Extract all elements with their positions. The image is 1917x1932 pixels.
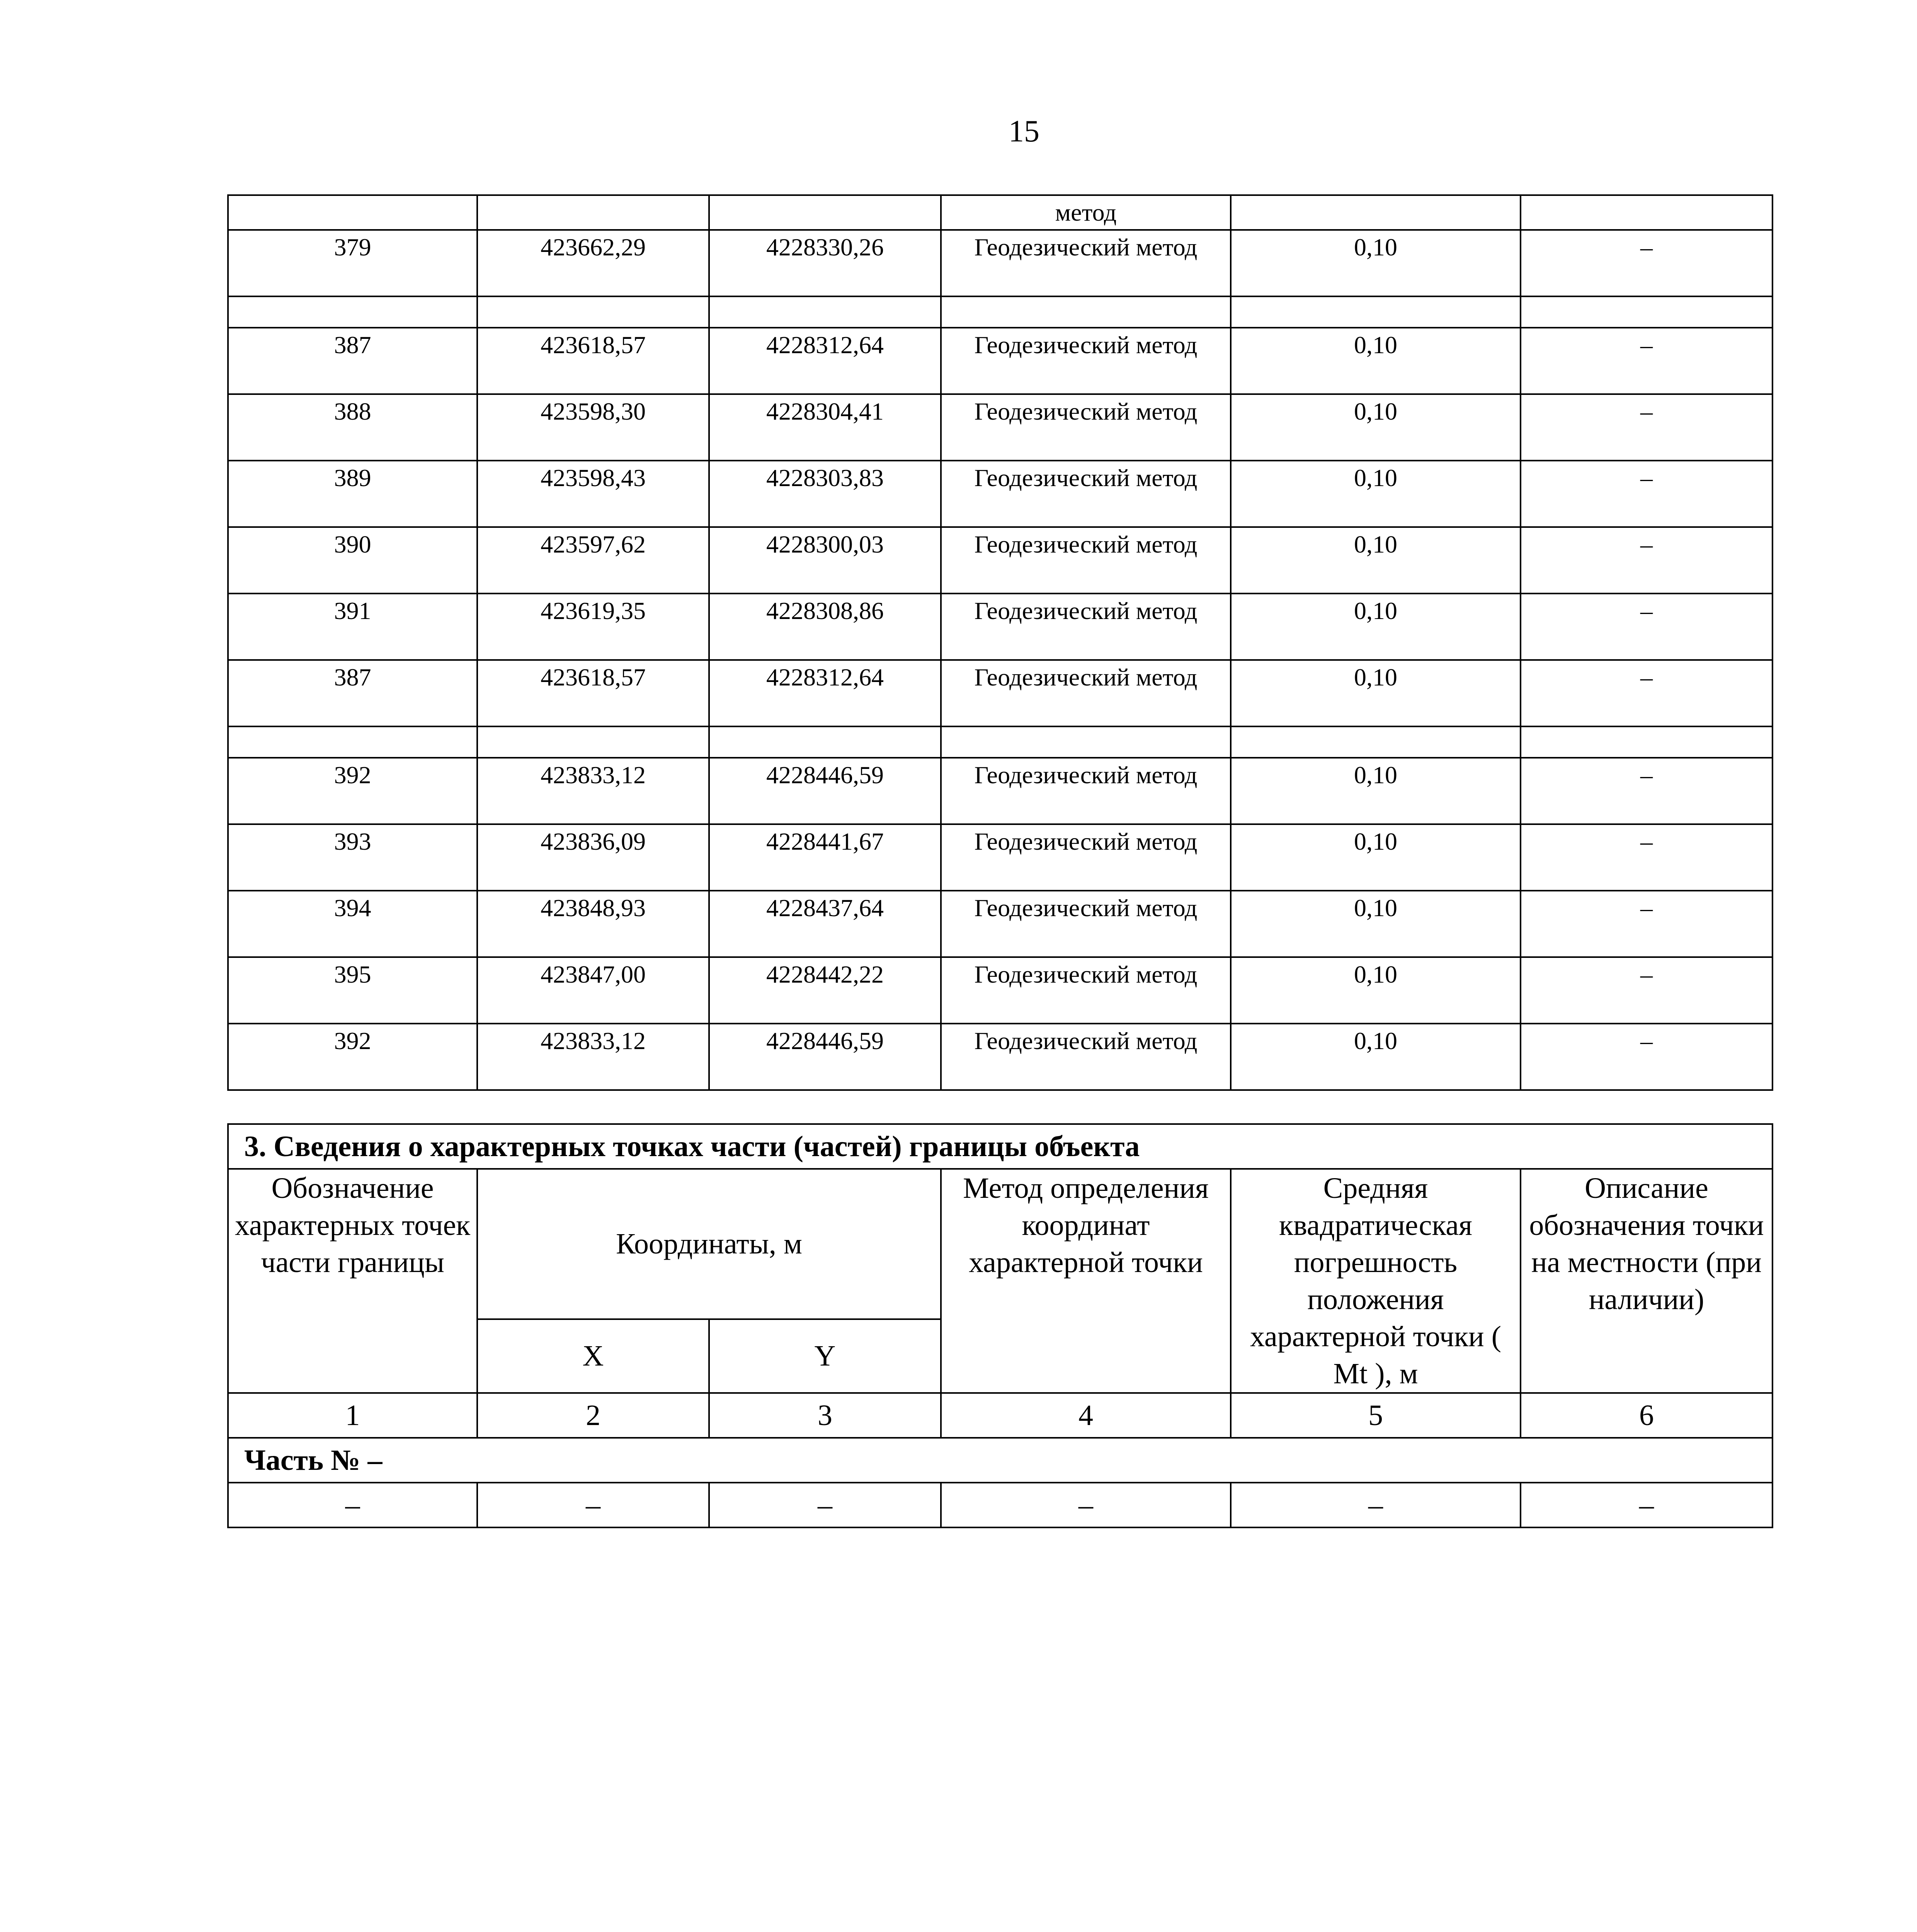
cell-error: 0,10 [1231, 527, 1521, 594]
separator-row [228, 726, 1772, 758]
table-cell: – [941, 1483, 1231, 1527]
cell-error: 0,10 [1231, 824, 1521, 891]
column-number: 1 [228, 1393, 477, 1438]
cell-x: 423618,57 [477, 660, 709, 726]
cell-description: – [1521, 1024, 1772, 1090]
cell-method: Геодезический метод [941, 1024, 1231, 1090]
empty-cell [228, 296, 477, 328]
table-row [228, 758, 1772, 824]
header-x: X [477, 1319, 709, 1393]
empty-cell [709, 726, 941, 758]
cell-point: 394 [228, 891, 477, 957]
cell-x: 423847,00 [477, 957, 709, 1024]
cell-description: – [1521, 758, 1772, 824]
cell-method: Геодезический метод [941, 594, 1231, 660]
cell-point: 388 [228, 394, 477, 461]
empty-cell [1521, 726, 1772, 758]
cell-error: 0,10 [1231, 660, 1521, 726]
cell-point: 392 [228, 758, 477, 824]
table-row [228, 1483, 1772, 1527]
cell-description: – [1521, 527, 1772, 594]
cell-method: Геодезический метод [941, 891, 1231, 957]
cell-point: 391 [228, 594, 477, 660]
part-boundary-points-table [227, 1123, 1773, 1528]
cell-y: 4228446,59 [709, 758, 941, 824]
table-cell: – [228, 1483, 477, 1527]
header-row [228, 1169, 1772, 1319]
column-numbers-row [228, 1393, 1772, 1438]
table-cell: – [1521, 1483, 1772, 1527]
cell-x: 423836,09 [477, 824, 709, 891]
table-row [228, 824, 1772, 891]
cell-description: – [1521, 461, 1772, 527]
cell-description: – [1521, 394, 1772, 461]
cell-y: 4228304,41 [709, 394, 941, 461]
column-number: 5 [1231, 1393, 1521, 1438]
cell-x: 423833,12 [477, 1024, 709, 1090]
cell-description: – [1521, 594, 1772, 660]
cell-error: 0,10 [1231, 461, 1521, 527]
cell-point: 387 [228, 328, 477, 394]
cell-error [1231, 195, 1521, 230]
cell-method: метод [941, 195, 1231, 230]
cell-description [1521, 195, 1772, 230]
cell-x: 423597,62 [477, 527, 709, 594]
cell-x: 423598,43 [477, 461, 709, 527]
cell-method: Геодезический метод [941, 394, 1231, 461]
empty-cell [228, 726, 477, 758]
separator-row [228, 296, 1772, 328]
cell-point: 390 [228, 527, 477, 594]
header-description: Описание обозначения точки на местности (при наличии) [1521, 1169, 1772, 1393]
table-row [228, 594, 1772, 660]
table-cell: – [1231, 1483, 1521, 1527]
cell-y: 4228330,26 [709, 230, 941, 296]
cell-method: Геодезический метод [941, 758, 1231, 824]
header-error: Средняя квадратическая погрешность положения характерной точки ( Mt ), м [1231, 1169, 1521, 1393]
table-row [228, 1024, 1772, 1090]
points-table-continuation [227, 194, 1773, 1091]
table-cell: – [477, 1483, 709, 1527]
header-coordinates: Координаты, м [477, 1169, 941, 1319]
cell-description: – [1521, 891, 1772, 957]
cell-error: 0,10 [1231, 230, 1521, 296]
cell-y: 4228303,83 [709, 461, 941, 527]
empty-cell [1521, 296, 1772, 328]
cell-method: Геодезический метод [941, 328, 1231, 394]
cell-x: 423833,12 [477, 758, 709, 824]
cell-point: 392 [228, 1024, 477, 1090]
empty-cell [1231, 726, 1521, 758]
cell-method: Геодезический метод [941, 660, 1231, 726]
empty-cell [941, 726, 1231, 758]
header-point: Обозначение характерных точек части границы [228, 1169, 477, 1393]
cell-error: 0,10 [1231, 328, 1521, 394]
empty-cell [1231, 296, 1521, 328]
cell-method: Геодезический метод [941, 461, 1231, 527]
cell-point: 395 [228, 957, 477, 1024]
table-row [228, 461, 1772, 527]
cell-error: 0,10 [1231, 1024, 1521, 1090]
cell-error: 0,10 [1231, 394, 1521, 461]
cell-y: 4228437,64 [709, 891, 941, 957]
header-method: Метод определения координат характерной точки [941, 1169, 1231, 1393]
cell-method: Геодезический метод [941, 230, 1231, 296]
cell-y: 4228446,59 [709, 1024, 941, 1090]
empty-cell [709, 296, 941, 328]
column-number: 3 [709, 1393, 941, 1438]
cell-x: 423619,35 [477, 594, 709, 660]
cell-description: – [1521, 230, 1772, 296]
cell-y: 4228312,64 [709, 660, 941, 726]
cell-y: 4228308,86 [709, 594, 941, 660]
cell-x: 423848,93 [477, 891, 709, 957]
cell-description: – [1521, 957, 1772, 1024]
empty-cell [941, 296, 1231, 328]
table-row [228, 891, 1772, 957]
empty-cell [477, 726, 709, 758]
table-row [228, 527, 1772, 594]
section-title-row [228, 1124, 1772, 1169]
cell-description: – [1521, 328, 1772, 394]
cell-method: Геодезический метод [941, 527, 1231, 594]
empty-cell [477, 296, 709, 328]
cell-description: – [1521, 660, 1772, 726]
column-number: 4 [941, 1393, 1231, 1438]
cell-point: 393 [228, 824, 477, 891]
cell-error: 0,10 [1231, 594, 1521, 660]
table-cell: – [709, 1483, 941, 1527]
column-number: 2 [477, 1393, 709, 1438]
page-number: 15 [1009, 114, 1039, 148]
table-row [228, 660, 1772, 726]
cell-y: 4228441,67 [709, 824, 941, 891]
cell-error: 0,10 [1231, 957, 1521, 1024]
cell-x: 423618,57 [477, 328, 709, 394]
cell-y [709, 195, 941, 230]
cell-x: 423598,30 [477, 394, 709, 461]
cell-x [477, 195, 709, 230]
cell-y: 4228312,64 [709, 328, 941, 394]
cell-description: – [1521, 824, 1772, 891]
cell-y: 4228442,22 [709, 957, 941, 1024]
cell-method: Геодезический метод [941, 957, 1231, 1024]
section-title: 3. Сведения о характерных точках части (частей) границы объекта [228, 1124, 1772, 1169]
cell-point: 389 [228, 461, 477, 527]
header-y: Y [709, 1319, 941, 1393]
cell-y: 4228300,03 [709, 527, 941, 594]
table-row [228, 230, 1772, 296]
cell-x: 423662,29 [477, 230, 709, 296]
cell-error: 0,10 [1231, 891, 1521, 957]
points-table-body [228, 195, 1772, 1090]
table-row [228, 394, 1772, 461]
cell-point: 379 [228, 230, 477, 296]
part-label-row [228, 1438, 1772, 1483]
cell-error: 0,10 [1231, 758, 1521, 824]
cell-method: Геодезический метод [941, 824, 1231, 891]
table-row [228, 328, 1772, 394]
table-row-continuation [228, 195, 1772, 230]
cell-point: 387 [228, 660, 477, 726]
column-number: 6 [1521, 1393, 1772, 1438]
part-label: Часть № – [228, 1438, 1772, 1483]
cell-point [228, 195, 477, 230]
table-row [228, 957, 1772, 1024]
